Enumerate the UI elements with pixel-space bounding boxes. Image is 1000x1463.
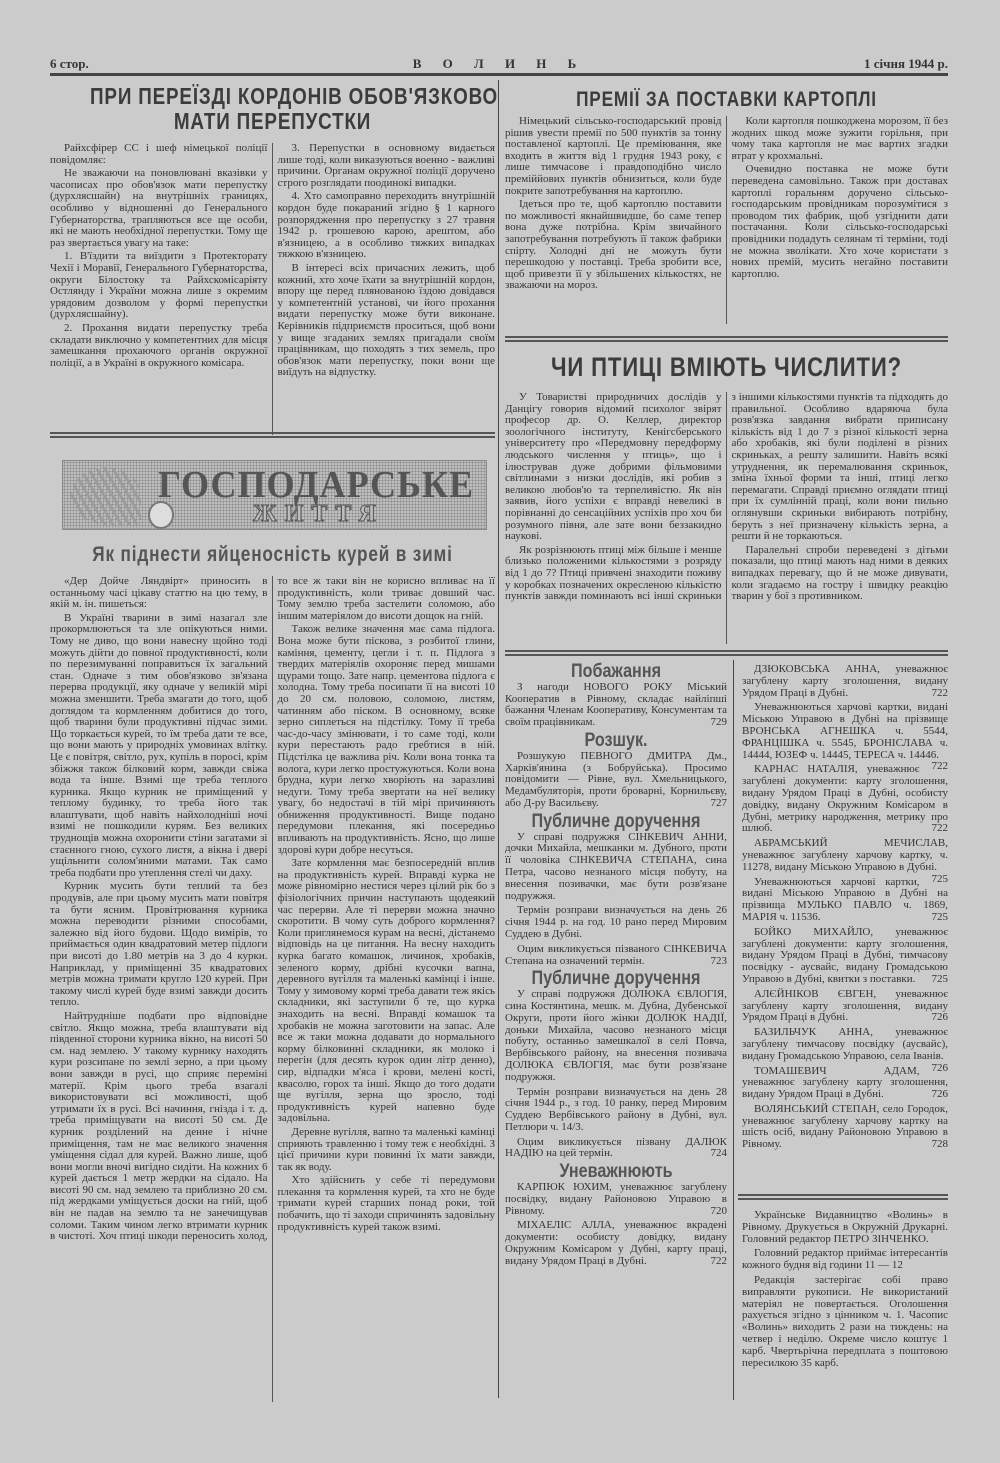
ad-text: Термін розправи визначується на день 26 січня 1944 р. на год. 10 рано перед Мировим Суддею в Дубні. xyxy=(505,904,727,940)
article-title: Як піднести яйценосність курей в зимі xyxy=(92,543,453,566)
ad-text: КАРНАС НАТАЛІЯ, уневажнює загублені документи: карту зголошення, видану Урядом Праці в Дубні, особисту довідку, видану Окружним Комісаром в Дубні, метрику народження, метрику про шлюб. xyxy=(742,763,948,835)
section-rule xyxy=(505,650,948,656)
page-number: 6 стор. xyxy=(50,56,89,71)
newspaper-title: В О Л И Н Ь xyxy=(412,56,586,71)
ad-text: ДЗЮКОВСЬКА АННА, уневажнює загублену карту зголошення, видану Урядом Праці в Дубні. xyxy=(742,663,948,699)
paragraph: 4. Хто самоправно переходить внутрішній кордон буде покараний згідно § 1 карного розпорядження про перепустку з 27 травня 1942 р. грошевою карою, арештом, або в'язницею, а в особливо тяжких випадках тяжкою в'язницею. xyxy=(277,190,495,261)
ad-item xyxy=(742,877,948,924)
ad-section-heading: Публичне доручення xyxy=(531,968,701,990)
ad-item xyxy=(505,1220,727,1267)
paragraph: 2. Прохання видати перепустку треба складати виключно у компетентних для місця замешкання прохаючого органів окружної поліції, а в Україні в окружного комісара. xyxy=(50,321,268,369)
paragraph: Райхсфірер СС і шеф німецької поліції повідомляє: xyxy=(50,142,268,166)
section-rule xyxy=(50,432,495,438)
ad-text: Термін розправи визначується на день 28 січня 1944 р., з год. 10 ранку, перед Мировим Суддею Вербівського району в Дубні, вул. Петлюри ч. 14/3. xyxy=(505,1085,727,1133)
paragraph: Найтрудніше подбати про відповідне світло. Якщо можна, треба влаштувати від південної сторони курника вікно, на висоті 50 см. над землею. У такому курнику находять кури розсипане по землі зерно, а при цьому вони завжди в русі, що сприяє переміні матерії. Крім цього треба взагалі використовувати всі можливості, щоб утримати їх в русі. Всі начиння, гнізда і т. д. треба приміщувати на висоті 50 см. Де курник розділений на денне і нічне приміщення, там не має великого значення уміщення сідал для курей. Важно лише, щоб вони могли вночі вигідно сидіти. На кожних 6 курей дається 1 метр жердки на сідало. На висоті 90 см. над землею та приблизно 20 см. під жердками уміщується доски на гній, щоб він не падав на землю та не занечищував соломи. Таким чином легко втримати курник в чистоті. Хоч птиці шкоди переносить холод, то все ж таки він не корисно впливає на її продуктивність, коли триває довший час. Тому землю треба застелити соломою, або іншим матеріялом до висоти дощок на гній. xyxy=(50,575,495,1243)
article-title-line: МАТИ ПЕРЕПУСТКИ xyxy=(173,108,372,134)
section-rule xyxy=(738,1194,948,1200)
ad-number: 722 xyxy=(710,1254,727,1267)
ad-item xyxy=(742,837,948,885)
ad-item xyxy=(742,1104,948,1151)
ad-number: 720 xyxy=(710,1204,727,1217)
ad-text: Оцим викликується пізвану ДАЛЮК НАДІЮ на цей термін. xyxy=(505,1135,727,1160)
ad-item xyxy=(742,701,948,773)
ad-item xyxy=(505,1182,727,1217)
ad-item xyxy=(742,927,948,986)
paragraph: В Україні тварини в зимі назагал зле прокормлюються та зле опікуються ними. Тому не диво, що вони навесну щойно тоді можуть дійти до повної продуктивності, коли по перезимуванні поправиться їх загальний стан. Одначе з тим обов'язково зв'язана перерва продукції, яку одначе у великій мірі можна зменшити. Треба змагати до того, щоб доглядом та кормленням добитися до того, щоб тварини були продуктивні підчас зими. Що торкається курей, то їм треба дати те все, що вони мають у природніх умовинах влітку. Це є повітря, світло, рух, купіль в поросі, крім збіжжя також білковий корм, завжди свіжа вода та інше. Взимі ще треба теплого курника. Якщо курник не приміщений у теплому будинку, то треба його так влаштувати, щоб навіть найхолодніші ночі взимі не пошкодили курям. Без великих труднощів можна охоронити стіни загатами зі стаєнного гною, сухого листя, а вікна і двері ущільнити солом'яними матами. Так само треба подбати про утеплення стелі чи даху. xyxy=(50,611,268,879)
section-rule xyxy=(505,336,948,342)
publisher-paragraph: Українське Видавництво «Волинь» в Рівному. Друкується в Окружній Друкарні. Головний редактор ПЕТРО ЗІНЧЕНКО. xyxy=(742,1209,948,1245)
article-body xyxy=(50,576,495,1402)
ad-item xyxy=(505,751,727,810)
ad-text: КАРПЮК ЮХИМ, уневажнює загублену посвідку, видану Районовою Управою в Рівному. xyxy=(505,1181,727,1217)
paragraph: У Товаристві природничих дослідів у Данцігу говорив відомий психолог звірят професор др. О. Келлер, директор зоологічного інституту, Кенігсберського університету про «Передмовну передформу людського числення у птиць», що і ілюстрував дуже добрими фільмовими світлинами з низки дослідів, які робив з великою любов'ю та терпеливістю. Як він заявив, його успіхи є вправді невеликі в порівнанні до сенсаційних успіхів про хоч би розумного півня, але зате вони беззакидно наукові. xyxy=(505,391,722,543)
ad-item xyxy=(505,682,727,729)
ad-text: Уневажнюються харчові картки, видані Міською Управою в Дубні на прізвища МУЛЬКО ПАВЛО ч. 1869, МАРІЯ ч. 11536. xyxy=(742,875,948,923)
paragraph: Також велике значення має сама підлога. Вона може бути піскова, з розбитої глини, каміння, цементу, цегли і т. п. Підлога з твердих матеріялів охороняє перед мишами щурами тощо. Зате напр. цементова підлога є холодна. Тому треба посипати її на висоті 10 до 20 см. половою, соломою, листям, чатинням або піском. В основному, всяке зерно сиплеться на підстілку. Тому її треба час-до-часу змінювати, і то саме тоді, коли кури перестають радо гребтися в ній. Підстілка це важлива річ. Коли вона тонка та волога, кури легко простужуються. Коли вона брудна, кури легко хворіють на заразливі недуги. Тому треба звертати на неї велику увагу, бо недостачі в тій мірі причиняють обниження продуктивності. Вище подано передумови плекання, які посередньо впливають на продуктивність. Ясно, що лише здорові кури добре несуться. xyxy=(277,623,495,856)
ad-number: 725 xyxy=(931,972,948,985)
economic-life-banner xyxy=(62,460,487,530)
ad-number: 725 xyxy=(931,872,948,885)
ad-number: 726 xyxy=(931,1088,948,1101)
ad-section-heading: Побажання xyxy=(571,661,661,682)
paragraph: В інтересі всіх причасних лежить, щоб кожний, хто хоче їхати за внутрішній кордон, впору ще перед плянованою їздою довідався у компетентній установі, чи його прохання видати перепустку може бути виконане. Керівників підприємств проситься, щоб вони у вище згаданих землях пригадали своїм працівникам, що походять з тих земель, про обов'язок мати перепустку, поки вони ще виїдуть на відпустку. xyxy=(277,261,495,379)
ad-number: 726 xyxy=(931,1011,948,1024)
ad-item xyxy=(742,1066,948,1101)
ad-text: Оцим викликується пізваного СІНКЕВИЧА Степана на означений термін. xyxy=(505,942,727,967)
ad-number: 722 xyxy=(931,760,948,773)
publisher-paragraph: Редакція застерігає собі право виправляти рукописи. Не використаний матеріял не повертається. Оголошення рахується згідно з цінником ч. 1. Часопис «Волинь» виходить 2 рази на тиждень: на четвер і неділю. Окреме число коштує 1 карб. Чвертьрічна передплата з поштовою пересилкою 35 карб. xyxy=(742,1273,948,1369)
ad-number: 726 xyxy=(931,1061,948,1074)
article-title: ЧИ ПТИЦІ ВМІЮТЬ ЧИСЛИТИ? xyxy=(551,352,902,382)
ad-item xyxy=(742,764,948,835)
ad-section-heading: Розшук. xyxy=(584,729,648,751)
ad-text: АБРАМСЬКИЙ МЕЧИСЛАВ, уневажнює загублену харчову картку, ч. 11278, видану Міською Управою в Дубні. xyxy=(742,837,948,873)
publisher-paragraph: Головний редактор приймає інтересантів кожного будня від години 11 — 12 xyxy=(742,1247,948,1272)
paragraph: Коли картопля пошкоджена морозом, її без жодних шкод може зужити горільня, при чому така картопля не має вартих згадки втрат у крохмальні. xyxy=(731,115,948,162)
article-border-passes xyxy=(50,83,499,435)
column-divider xyxy=(498,80,499,1398)
wheat-ornament-icon xyxy=(71,467,141,525)
paragraph: Ідеться про те, щоб картоплю поставити по можливості якнайшвидше, бо саме тепер вона дуже потрібна. Крім звичайного запотребування потребують її також фабрики спірту. Холодні дні не можуть бути перешкодою у поставці. Треба зробити все, щоб привезти її у збільшених кількостях, не зважаючи на мороз. xyxy=(505,198,722,292)
article-body xyxy=(505,116,948,324)
ad-number: 729 xyxy=(710,716,727,729)
ad-text: ТОМАШЕВИЧ АДАМ, уневажнює загублену карту зголошення, видану Урядом Праці в Дубні. xyxy=(742,1064,948,1101)
ad-text: У справі подружжя ДОЛЮКА ЄВЛОГІЯ, сина Костянтина, мешк. м. Дубна, Дубенської Округи, проти його жінки ДОЛЮК НАДІЇ, доньки Михайла, часово незнаного місця побуту, останньо замешкалої в селі Повча, Вербівського району, на внесення позивача ДОЛЮКА ЄВЛОГІЯ, має бути розв'язане подружжя. xyxy=(505,988,727,1083)
paragraph: Німецький сільсько-господарський провід рішив увести премії по 500 пунктів за тонну поставленої картоплі. Це преміювання, яке входить в життя від 1 грудня 1943 року, є лише тимчасове і правдоподібно число преміййових пунктів обнизиться, коли буде покрите запотребування на картоплю. xyxy=(505,115,722,197)
ad-item xyxy=(742,989,948,1024)
classifieds-left xyxy=(505,660,727,1271)
ad-text: БАЗИЛЬЧУК АННА, уневажнює загублену тимчасову посвідку (аусвайс), видану Громадською Управою, села Іванів. xyxy=(742,1026,948,1062)
ad-item xyxy=(742,664,948,699)
article-title: ПРЕМІЇ ЗА ПОСТАВКИ КАРТОПЛІ xyxy=(576,88,877,111)
ad-number: 722 xyxy=(931,822,948,835)
ad-item xyxy=(742,1026,948,1074)
ad-number: 724 xyxy=(710,1147,727,1160)
ad-text: Розшукую ПЕВНОГО ДМИТРА Дм., Харків'янина (з Бобруйська). Просимо повідомити — Рівне, вул. Хмельницького, Медамбуляторія, проти броварні, Корнильєву, або Д-ру Васильєву. xyxy=(505,749,727,809)
paragraph: Курник мусить бути теплий та без продувів, але при цьому мусить мати повітря та бути ясним. Провітрювання курника можна переводити різними способами, залежно від його будови. Щодо вимірів, то приймається один квадратовий метер підлоги при висоті до 1.80 метрів на 3 до 4 курки. Наприклад, у приміщенні 35 квадратових метрів можна тримати кругло 120 курей. При такому числі курей буде взимі завжди досить тепло. xyxy=(50,880,268,1009)
ad-text: БОЙКО МИХАЙЛО, уневажнює загублені документи: карту зголошення, видану Урядом Праці в Дубні, тимчасову посвідку - аусвайс, видану Громадською Управою в Дубні, квитки з поставки. xyxy=(742,925,948,985)
paragraph: «Дер Дойче Ляндвірт» приносить в останньому часі цікаву статтю на цю тему, в якій м. ін. пишеться: xyxy=(50,575,268,611)
ad-number: 722 xyxy=(931,686,948,699)
article-title-line: ПРИ ПЕРЕЇЗДІ КОРДОНІВ ОБОВ'ЯЗКОВО xyxy=(90,83,499,109)
page-header xyxy=(50,56,948,72)
ad-number: 725 xyxy=(931,910,948,923)
paragraph: Як розрізнюють птиці між більше і менше близько положеними кількостями з розряду від 1 до 7? Птиці привчені знаходити поживу у коробках позначених окресленою кількістю пунктів завжди поминають всі інші скриньки з іншими кількостями пунктів та підходять до правильної. Особливо вдаряюча була розв'язка завдання вибрати приписану кількість від 1 до 7 з різної кількості зерна або хробаків, які були поділені в різних скриньках, а решту залишити. Навіть всякі утруднення, як перемалювання скриньок, зміна їхньої форми та інші, птиці легко перемагати. Справді приємно оглядати птиці при їх сумлінній праці, коли вони пильно оглянувши скриньки вибирають потрібну, беруть з неї призначену кількість зерна, а решти й не торкаються. xyxy=(505,391,948,603)
paragraph: Хто здійснить у себе ті передумови плекання та кормлення курей, та хто не буде тримати курей старших понад роки, той побачить, що ті заходи спричинять задовільну продуктивність курей також взимі. xyxy=(277,1174,495,1233)
ad-item xyxy=(505,832,727,903)
ad-section-heading: Публичне доручення xyxy=(531,810,701,832)
ad-text: АЛЄЙНІКОВ ЄВГЕН, уневажнює загублену карту зголошення, видану Урядом Праці в Дубні. xyxy=(742,987,948,1024)
article-hens-winter xyxy=(50,542,495,1402)
ad-text: З нагоди НОВОГО РОКУ Міський Кооператив в Рівному, складає найліпші бажання Членам Кооперативу, Консументам та своїм працівникам. xyxy=(505,680,727,729)
ad-item xyxy=(505,905,727,940)
article-body xyxy=(505,392,948,644)
ad-text: Уневажнюються харчові картки, видані Міською Управою в Дубні на прізвище ВРОНСЬКА АГНЕШКА ч. 5544, ФРАНЦІШКА ч. 5545, БРОНІСЛАВА ч. 14444, ЮЗЕФ ч. 14445, ТЕРЕСА ч. 14446. xyxy=(742,701,948,761)
article-body xyxy=(50,143,495,435)
header-rule xyxy=(50,73,948,76)
article-birds-counting xyxy=(505,350,948,644)
paragraph: Паралельні спроби переведені з дітьми показали, що птиці мають над ними в деяких випадках перевагу, що й не може дивувати, коли згадаємо на гостру і швидку реакцію тварин у бої з противником. xyxy=(731,543,948,603)
paragraph: 1. В'їздити та виїздити з Протекторату Чехії і Моравії, Генерального Губернаторства, округи Білостоку та Райхскомісаріяту Остлянду і України можна лише з окремим урядовим дозволом у формі перепустки (дурхлясшайну). xyxy=(50,250,268,321)
publisher-info xyxy=(742,1210,948,1372)
ad-text: МІХАЕЛІС АЛЛА, уневажнює вкрадені документи: особисту довідку, видану Окружним Комісаром у Дубні, карту праці, видану Урядом Праці в Дубні. xyxy=(505,1219,727,1267)
classifieds-divider xyxy=(733,660,734,1400)
ad-number: 723 xyxy=(710,954,727,967)
ad-number: 727 xyxy=(710,796,727,809)
ad-text: ВОЛЯНСЬКИЙ СТЕПАН, село Городок, уневажнює загублену харчову картку на шість осіб, видану Районовою Управою в Рівному. xyxy=(742,1102,948,1151)
ad-section-heading: Уневажнюють xyxy=(559,1161,673,1183)
paragraph: Очевидно поставка не може бути переведена самовільно. Також при доставах картоплі горальням доручено сільсько-господарським провідникам порозумітися з проводом тих фабрик, щоб узгіднити дати постачання. Коли сільсько-господарські провідники подадуть селянам ті терміни, тоді не можна зволікати. Хто хоче користати з нових премій, мусить негайно поставити картоплю. xyxy=(731,163,948,280)
banner-title: ГОСПОДАРСЬКЕ xyxy=(158,464,475,506)
ad-item xyxy=(505,944,727,968)
paragraph: Зате кормлення має безпосередній вплив на продуктивність курей. Вправді курка не може рівномірно нестися через цілий рік бо з фізіологічних причин наступають щодеякий час перерви. Але ті перерви можна значно скоротити. В чому суть доброго кормлення? Коли приглянемося курам на весні, дістанемо відповідь на це питання. На весну находить курка багато комашок, личинок, хробаків, зеленого корму, дрібні кусочки вапна, деревного вугілля та маленькі камінці і інше. Тому у зимовому кормі треба давати теж якісь складники, які заступили б те, що курка знаходить на весні. Вправді комашок та хробаків не можна заготовити на запас. Але все ж таки можна додавати до нормального корму білковинні складники, як молоко і перегін (для десять курок один літр денно), сир, відпадки м'яса і крови, мелені кості, квасолю, горох та інші. Якщо до того додати ще вугілля, зерна що зросло, тоді продуктивність курей напевно буде задовільна. xyxy=(277,857,495,1125)
classifieds-right xyxy=(742,664,948,1154)
ad-item xyxy=(505,989,727,1083)
article-potato-premiums xyxy=(505,88,948,324)
paragraph: Деревне вугілля, вапно та маленькі камінці сприяють травленню і тому теж є необхідні. З цієї причини кури повинні їх мати завжди, так як воду. xyxy=(277,1125,495,1173)
ad-text: У справі подружжя СІНКЕВИЧ АННИ, дочки Михайла, мешканки м. Дубного, проти її чоловіка СІНКЕВИЧА СТЕПАНА, сина Петра, часово незнаного місця побуту, на внесення позивачки, має бути розв'язане подружжя. xyxy=(505,830,727,902)
ad-item xyxy=(505,1087,727,1134)
paragraph: 3. Перепустки в основному видається лише тоді, коли виказуються военно - важливі причини. Органам окружної поліції доручено строго розглядати поодинокі випадки. xyxy=(277,142,495,189)
issue-date: 1 січня 1944 р. xyxy=(864,56,948,71)
ad-number: 728 xyxy=(931,1138,948,1151)
banner-subtitle: ЖИТТЯ xyxy=(253,501,384,527)
paragraph: Не зважаючи на поновлювані вказівки у часописах про обов'язок мати перепустку (дурхлясшайн) на внутрішніх границях, особливо у відношенні до Генерального Губернаторства, трапляються все ще особи, які не мають необхідної перепустки. Тому ще раз звертається увагу на таке: xyxy=(50,167,268,249)
ad-item xyxy=(505,1137,727,1161)
